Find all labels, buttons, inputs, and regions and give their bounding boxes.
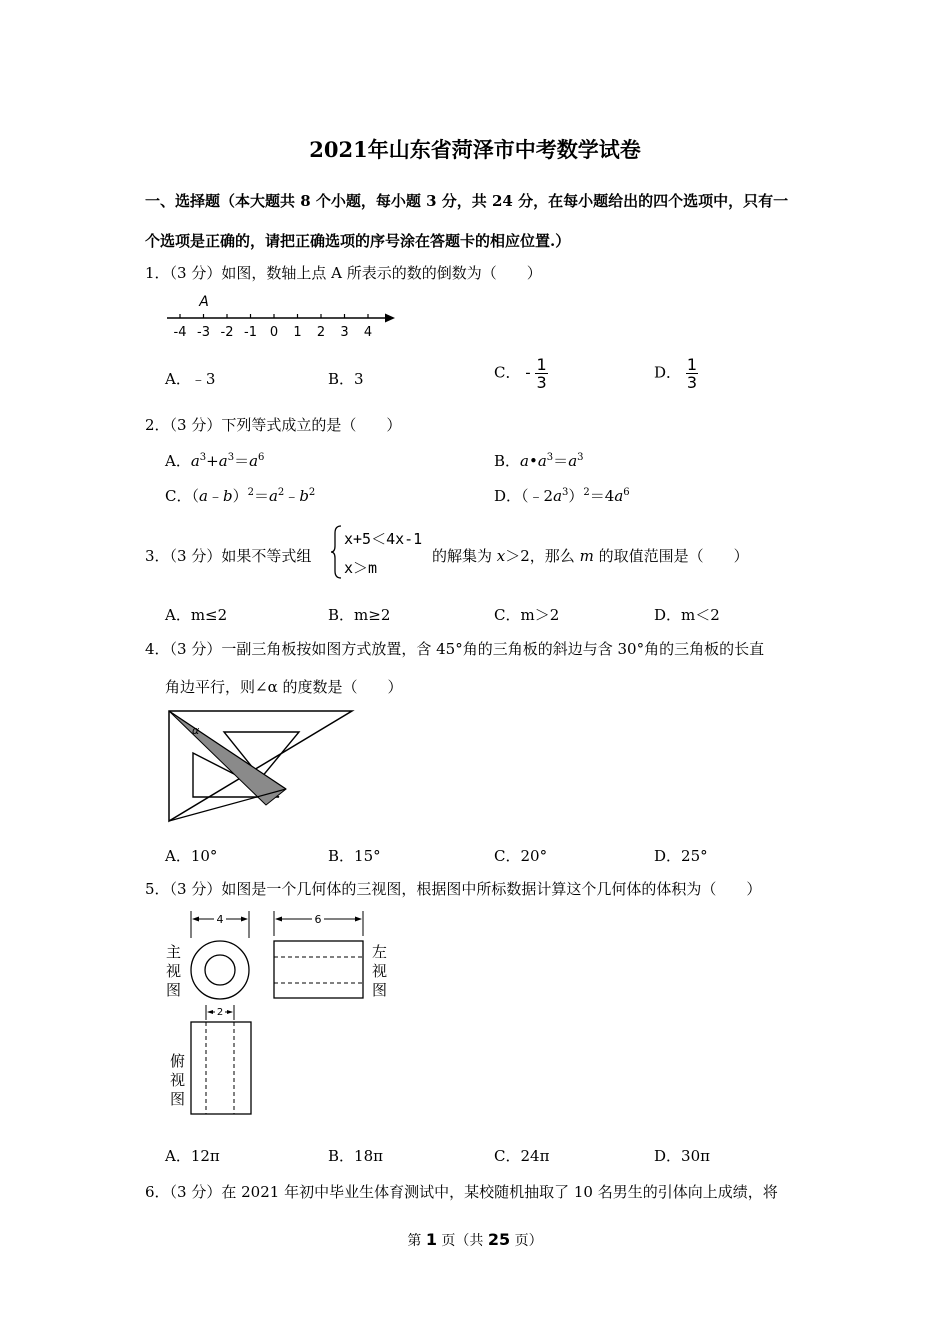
q4-option-c: C．20°	[494, 847, 548, 865]
footer-prefix: 第	[407, 1233, 426, 1249]
number-line-tick-label: -3	[197, 325, 210, 340]
q2-option-c: C．$(a﹣b)^2=a^2﹣b^2$	[165, 487, 316, 505]
q1-number-line-figure	[165, 292, 400, 344]
q3-stem-prefix: 3．（3 分）如果不等式组	[145, 547, 312, 565]
point-a-label: A	[199, 294, 209, 310]
q2-option-b: B．$a•a^3=a^3$	[494, 452, 584, 470]
page-number: 1	[425, 1230, 437, 1249]
top-view-label: 俯视图	[170, 1052, 186, 1108]
q5-option-c: C．24π	[494, 1147, 550, 1165]
number-line-tick-label: -1	[244, 325, 257, 340]
section-heading-line1: 一、选择题（本大题共 8 个小题，每小题 3 分，共 24 分，在每小题给出的四个选项中，只有一	[145, 192, 789, 210]
number-line-tick-label: 0	[269, 325, 279, 340]
q4-option-d: D．25°	[654, 847, 708, 865]
q3-stem-suffix: 的解集为 x＞2，那么 m 的取值范围是（ ）	[432, 547, 749, 565]
q1-option-c-prefix: C．	[494, 363, 521, 382]
q1-option-b: B．3	[328, 370, 364, 388]
alpha-angle-label: α	[192, 724, 200, 737]
q3-option-d: D．m＜2	[654, 606, 720, 624]
footer-suffix: 页）	[510, 1233, 543, 1249]
q3-brace	[330, 524, 344, 580]
q1-stem: 1．（3 分）如图，数轴上点 A 所表示的数的倒数为（ ）	[145, 264, 542, 282]
q1-option-c-denominator: 3	[536, 373, 547, 392]
q6-stem: 6．（3 分）在 2021 年初中毕业生体育测试中，某校随机抽取了 10 名男生的引体向上成绩，将	[145, 1183, 778, 1201]
q5-option-b: B．18π	[328, 1147, 383, 1165]
q1-option-d-fraction	[686, 356, 698, 391]
number-line-tick-label: 2	[316, 325, 326, 340]
front-view-label: 主视图	[166, 943, 182, 999]
q4-stem-line1: 4．（3 分）一副三角板按如图方式放置，含 45°角的三角板的斜边与含 30°角的三角板的长直	[145, 640, 765, 658]
q5-stem: 5．（3 分）如图是一个几何体的三视图，根据图中所标数据计算这个几何体的体积为（ ）	[145, 880, 762, 898]
footer-middle: 页（共	[436, 1233, 488, 1249]
q1-option-c-fraction	[535, 356, 547, 391]
q5-three-views-figure	[163, 908, 393, 1118]
number-line-tick-label: 4	[363, 325, 373, 340]
q4-triangles-figure	[166, 707, 358, 823]
q4-option-a: A．10°	[165, 847, 218, 865]
q1-option-d-numerator: 1	[686, 355, 697, 374]
q5-option-d: D．30π	[654, 1147, 710, 1165]
q2-option-d: D．$(﹣2a^3)^2=4a^6$	[494, 487, 630, 505]
inner-width-dimension: 2	[216, 1007, 224, 1018]
q1-option-c	[494, 356, 548, 391]
page-title: 2021年山东省菏泽市中考数学试卷	[309, 137, 641, 162]
q3-option-c: C．m＞2	[494, 606, 560, 624]
q1-option-c-sign: -	[525, 363, 531, 382]
section-heading-line2: 个选项是正确的，请把正确选项的序号涂在答题卡的相应位置.）	[145, 232, 571, 250]
q5-option-a: A．12π	[165, 1147, 220, 1165]
number-line-tick-label: -4	[173, 325, 187, 340]
front-width-dimension: 4	[216, 913, 224, 926]
q3-inequality-2: x＞m	[344, 559, 378, 577]
q1-option-d-prefix: D．	[654, 363, 682, 382]
q4-option-b: B．15°	[328, 847, 381, 865]
q3-option-b: B．m≥2	[328, 606, 391, 624]
q3-option-a: A．m≤2	[165, 606, 228, 624]
q1-option-a: A．﹣3	[165, 370, 216, 388]
number-line-tick-label: -2	[220, 325, 234, 340]
q2-option-a: A．$a^3+a^3=a^6$	[165, 452, 265, 470]
number-line-tick-label: 3	[340, 325, 349, 340]
page-footer	[0, 1230, 950, 1250]
q1-option-d	[654, 356, 698, 391]
q1-option-d-denominator: 3	[686, 373, 697, 392]
left-width-dimension: 6	[314, 913, 322, 926]
number-line-tick-label: 1	[293, 325, 302, 340]
q2-stem: 2．（3 分）下列等式成立的是（ ）	[145, 416, 402, 434]
page-total: 25	[487, 1230, 511, 1249]
q1-option-c-numerator: 1	[536, 355, 547, 374]
q3-inequality-1: x+5＜4x-1	[344, 530, 423, 548]
q4-stem-line2: 角边平行，则∠α 的度数是（ ）	[165, 678, 403, 696]
left-view-label: 左视图	[372, 943, 388, 999]
